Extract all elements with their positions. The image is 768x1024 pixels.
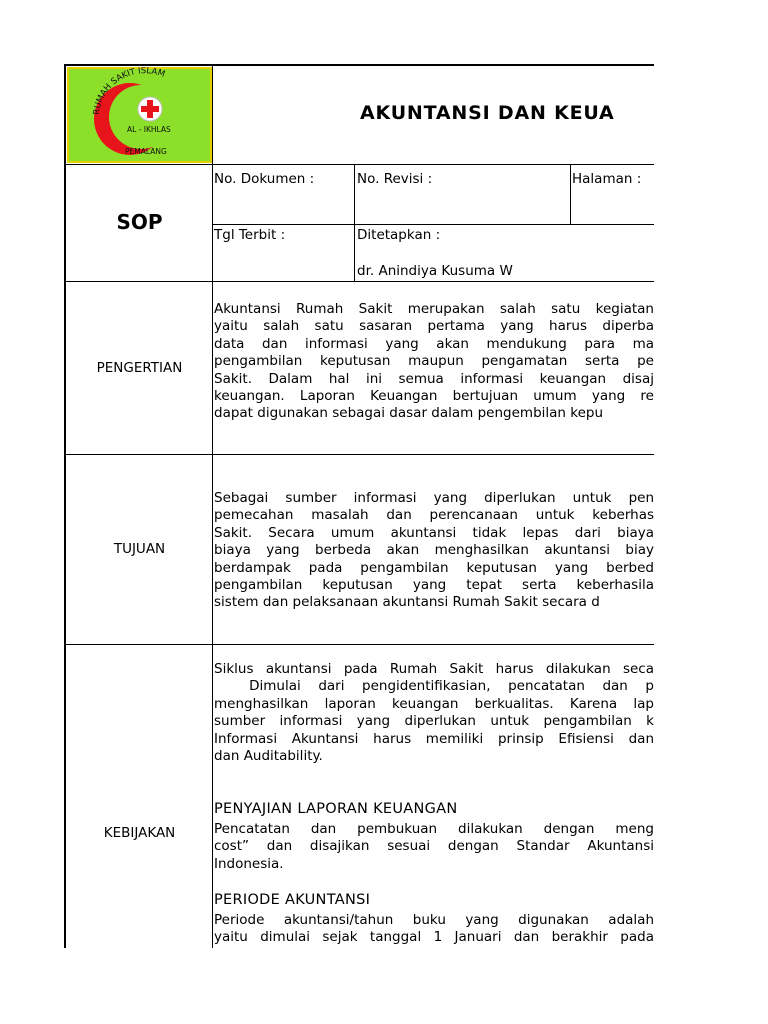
pengertian-label: PENGERTIAN (96, 360, 183, 376)
pengertian-line: Sakit. Dalam hal ini semua informasi keuangan disaj (214, 370, 654, 387)
row-divider-header (64, 164, 654, 165)
sop-col-divider-1 (354, 164, 355, 281)
pengertian-line: dapat digunakan sebagai dasar dalam pengembilan kepu (214, 405, 604, 422)
penyajian-line: cost” dan disajikan sesuai dengan Standar Akuntansi (214, 838, 654, 855)
section-title-penyajian: PENYAJIAN LAPORAN KEUANGAN (214, 801, 458, 817)
kebijakan-line: Informasi Akuntansi harus memiliki prinsip Efisiensi dan (214, 730, 654, 747)
tujuan-line: berdampak pada pengambilan keputusan yang berbed (214, 559, 654, 576)
kebijakan-line: menghasilkan laporan keuangan berkualitas. Karena lap (214, 695, 654, 712)
tujuan-line: Sakit. Secara umum akuntansi tidak lepas dari biaya (214, 524, 654, 541)
tujuan-line: biaya yang berbeda akan menghasilkan akuntansi biay (214, 542, 654, 559)
tujuan-line: pemecahan masalah dan perencanaan untuk keberhas (214, 507, 654, 524)
periode-line: Periode akuntansi/tahun buku yang digunakan adalah (214, 912, 654, 928)
halaman-label: Halaman : (572, 171, 642, 187)
kebijakan-line: dan Auditability. (214, 748, 323, 765)
table-top-border (64, 64, 654, 66)
kebijakan-line: Siklus akuntansi pada Rumah Sakit harus dilakukan seca (214, 661, 654, 677)
svg-text:RUMAH SAKIT ISLAM: RUMAH SAKIT ISLAM (91, 67, 167, 116)
hospital-logo (67, 67, 212, 163)
tujuan-line: sistem dan pelaksanaan akuntansi Rumah Sakit secara d (214, 594, 600, 611)
svg-text:AL - IKHLAS: AL - IKHLAS (127, 125, 171, 134)
ditetapkan-label: Ditetapkan : (357, 227, 441, 243)
table-left-border (64, 64, 66, 948)
pengertian-line: yaitu salah satu sasaran pertama yang harus diperba (214, 318, 654, 335)
no-dokumen-label: No. Dokumen : (214, 171, 315, 187)
tgl-terbit-label: Tgl Terbit : (214, 227, 286, 243)
kebijakan-line: Dimulai dari pengidentifikasian, pencatatan dan p (214, 678, 654, 695)
pengertian-line: keuangan. Laporan Keuangan bertujuan umum yang re (214, 388, 654, 405)
no-revisi-label: No. Revisi : (357, 171, 433, 187)
pengertian-line: Akuntansi Rumah Sakit merupakan salah satu kegiatan (214, 301, 654, 317)
row-divider-pengertian (64, 454, 654, 455)
label-column-divider (212, 64, 213, 948)
tujuan-label: TUJUAN (113, 541, 166, 557)
section-title-periode: PERIODE AKUNTANSI (214, 892, 371, 908)
kebijakan-intro (214, 661, 654, 765)
tujuan-line: pengambilan keputusan yang tepat serta keberhasila (214, 577, 654, 594)
row-divider-tujuan (64, 644, 654, 645)
tujuan-line: Sebagai sumber informasi yang diperlukan untuk pen (214, 490, 654, 506)
tujuan-text (214, 490, 654, 612)
section-periode-text (214, 912, 654, 947)
section-penyajian-text (214, 821, 654, 873)
penyajian-line: Pencatatan dan pembukuan dilakukan dengan meng (214, 821, 654, 837)
row-divider-sop-mid (212, 224, 654, 225)
row-divider-sop (64, 281, 654, 282)
kebijakan-label: KEBIJAKAN (103, 825, 176, 841)
penyajian-line: Indonesia. (214, 855, 284, 872)
pengertian-line: pengambilan keputusan maupun pengamatan serta pe (214, 353, 654, 370)
sop-col-divider-2 (570, 164, 571, 225)
sop-label: SOP (116, 210, 163, 234)
svg-text:PEMALANG: PEMALANG (125, 147, 167, 156)
document-title: AKUNTANSI DAN KEUA (360, 102, 615, 124)
periode-line: yaitu dimulai sejak tanggal 1 Januari dan berakhir pada (214, 929, 654, 946)
signer-name: dr. Anindiya Kusuma W (357, 263, 513, 279)
pengertian-line: data dan informasi yang akan mendukung para ma (214, 335, 654, 352)
kebijakan-line: sumber informasi yang diperlukan untuk pengambilan k (214, 713, 654, 730)
pengertian-text (214, 301, 654, 423)
